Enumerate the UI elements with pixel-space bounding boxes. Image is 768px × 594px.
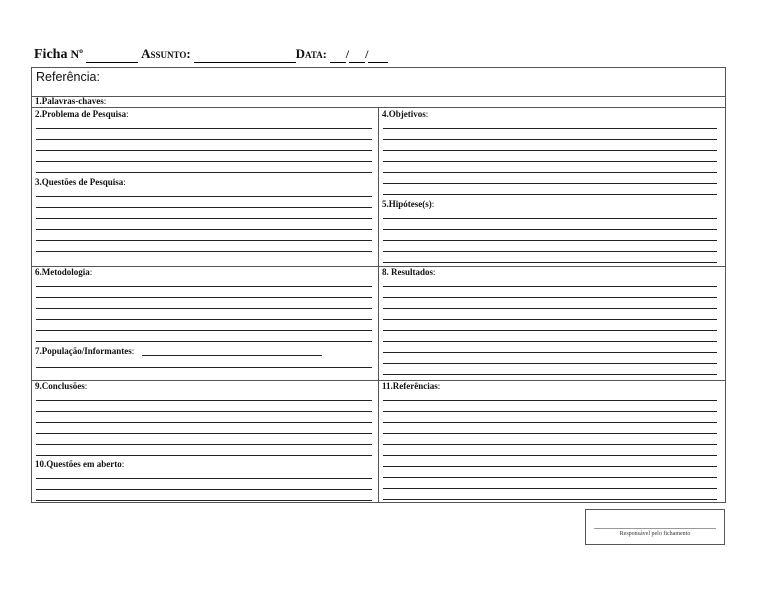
data-colon: :: [322, 47, 327, 61]
form-header: [34, 46, 734, 64]
date-month-field[interactable]: [349, 50, 365, 63]
referencias-line[interactable]: [383, 488, 717, 489]
conclusoes-line[interactable]: [36, 400, 372, 401]
referencia-label: Referência:: [36, 70, 100, 84]
referencias-line[interactable]: [383, 411, 717, 412]
problema-line[interactable]: [36, 161, 372, 162]
problema-label: 2.Problema de Pesquisa:: [35, 109, 129, 119]
problema-line[interactable]: [36, 128, 372, 129]
referencias-line[interactable]: [383, 466, 717, 467]
questoes-aberto-label: 10.Questões em aberto:: [35, 459, 125, 469]
problema-line[interactable]: [36, 150, 372, 151]
resultados-line[interactable]: [383, 352, 717, 353]
objetivos-line[interactable]: [383, 194, 717, 195]
signature-line: [594, 528, 716, 529]
row-divider: [32, 380, 725, 381]
referencias-line[interactable]: [383, 499, 717, 500]
metodologia-line[interactable]: [36, 330, 372, 331]
objetivos-line[interactable]: [383, 172, 717, 173]
conclusoes-label: 9.Conclusões:: [35, 381, 88, 391]
questoes-label: 3.Questões de Pesquisa:: [35, 177, 126, 187]
referencias-line[interactable]: [383, 444, 717, 445]
objetivos-label: 4.Objetivos:: [382, 109, 429, 119]
populacao-field[interactable]: [142, 355, 322, 356]
conclusoes-line[interactable]: [36, 455, 372, 456]
metodologia-line[interactable]: [36, 319, 372, 320]
referencias-label: 11.Referências:: [382, 381, 441, 391]
questoes-line[interactable]: [36, 229, 372, 230]
assunto-field[interactable]: [194, 50, 296, 63]
referencias-line[interactable]: [383, 433, 717, 434]
referencias-line[interactable]: [383, 422, 717, 423]
metodologia-line[interactable]: [36, 308, 372, 309]
resultados-line[interactable]: [383, 319, 717, 320]
hipotese-line[interactable]: [383, 240, 717, 241]
date-separator: /: [365, 47, 369, 61]
referencias-line[interactable]: [383, 455, 717, 456]
metodologia-line[interactable]: [36, 286, 372, 287]
date-separator: /: [345, 47, 350, 61]
objetivos-line[interactable]: [383, 183, 717, 184]
problema-line[interactable]: [36, 139, 372, 140]
row-divider: [32, 266, 725, 267]
hipotese-line[interactable]: [383, 251, 717, 252]
resultados-line[interactable]: [383, 297, 717, 298]
objetivos-line[interactable]: [383, 150, 717, 151]
objetivos-line[interactable]: [383, 139, 717, 140]
metodologia-label: 6.Metodologia:: [35, 267, 93, 277]
metodologia-line[interactable]: [36, 341, 372, 342]
resultados-line[interactable]: [383, 308, 717, 309]
date-year-field[interactable]: [368, 50, 388, 63]
populacao-line[interactable]: [36, 367, 372, 368]
referencia-box[interactable]: [31, 67, 726, 97]
data-label: Data: [295, 46, 323, 61]
questoes-line[interactable]: [36, 207, 372, 208]
hipotese-line[interactable]: [383, 229, 717, 230]
questoes-aberto-line[interactable]: [36, 500, 372, 501]
questoes-aberto-line[interactable]: [36, 489, 372, 490]
column-divider: [378, 108, 379, 502]
resultados-line[interactable]: [383, 341, 717, 342]
ficha-number-field[interactable]: [86, 50, 138, 63]
assunto-label: Assunto:: [141, 46, 191, 61]
form-grid: [31, 107, 726, 503]
hipotese-label: 5.Hipótese(s):: [382, 199, 435, 209]
date-day-field[interactable]: [330, 50, 346, 63]
referencias-line[interactable]: [383, 477, 717, 478]
populacao-label: 7.População/Informantes:: [35, 346, 135, 356]
resultados-line[interactable]: [383, 363, 717, 364]
questoes-aberto-line[interactable]: [36, 478, 372, 479]
resultados-label: 8. Resultados:: [382, 267, 436, 277]
questoes-line[interactable]: [36, 251, 372, 252]
conclusoes-line[interactable]: [36, 411, 372, 412]
signature-box[interactable]: [585, 509, 725, 545]
questoes-line[interactable]: [36, 218, 372, 219]
metodologia-line[interactable]: [36, 297, 372, 298]
conclusoes-line[interactable]: [36, 444, 372, 445]
hipotese-line[interactable]: [383, 218, 717, 219]
conclusoes-line[interactable]: [36, 433, 372, 434]
problema-line[interactable]: [36, 172, 372, 173]
questoes-line[interactable]: [36, 240, 372, 241]
referencias-line[interactable]: [383, 400, 717, 401]
conclusoes-line[interactable]: [36, 422, 372, 423]
questoes-line[interactable]: [36, 196, 372, 197]
palavras-chaves-label: 1.Palavras-chaves:: [35, 96, 107, 106]
hipotese-line[interactable]: [383, 262, 717, 263]
resultados-line[interactable]: [383, 330, 717, 331]
resultados-line[interactable]: [383, 374, 717, 375]
ficha-number-sign: Nº: [70, 47, 84, 61]
ficha-label: Ficha: [34, 47, 68, 62]
resultados-line[interactable]: [383, 286, 717, 287]
objetivos-line[interactable]: [383, 161, 717, 162]
signature-label: Responsável pelo fichamento: [619, 531, 691, 537]
objetivos-line[interactable]: [383, 128, 717, 129]
